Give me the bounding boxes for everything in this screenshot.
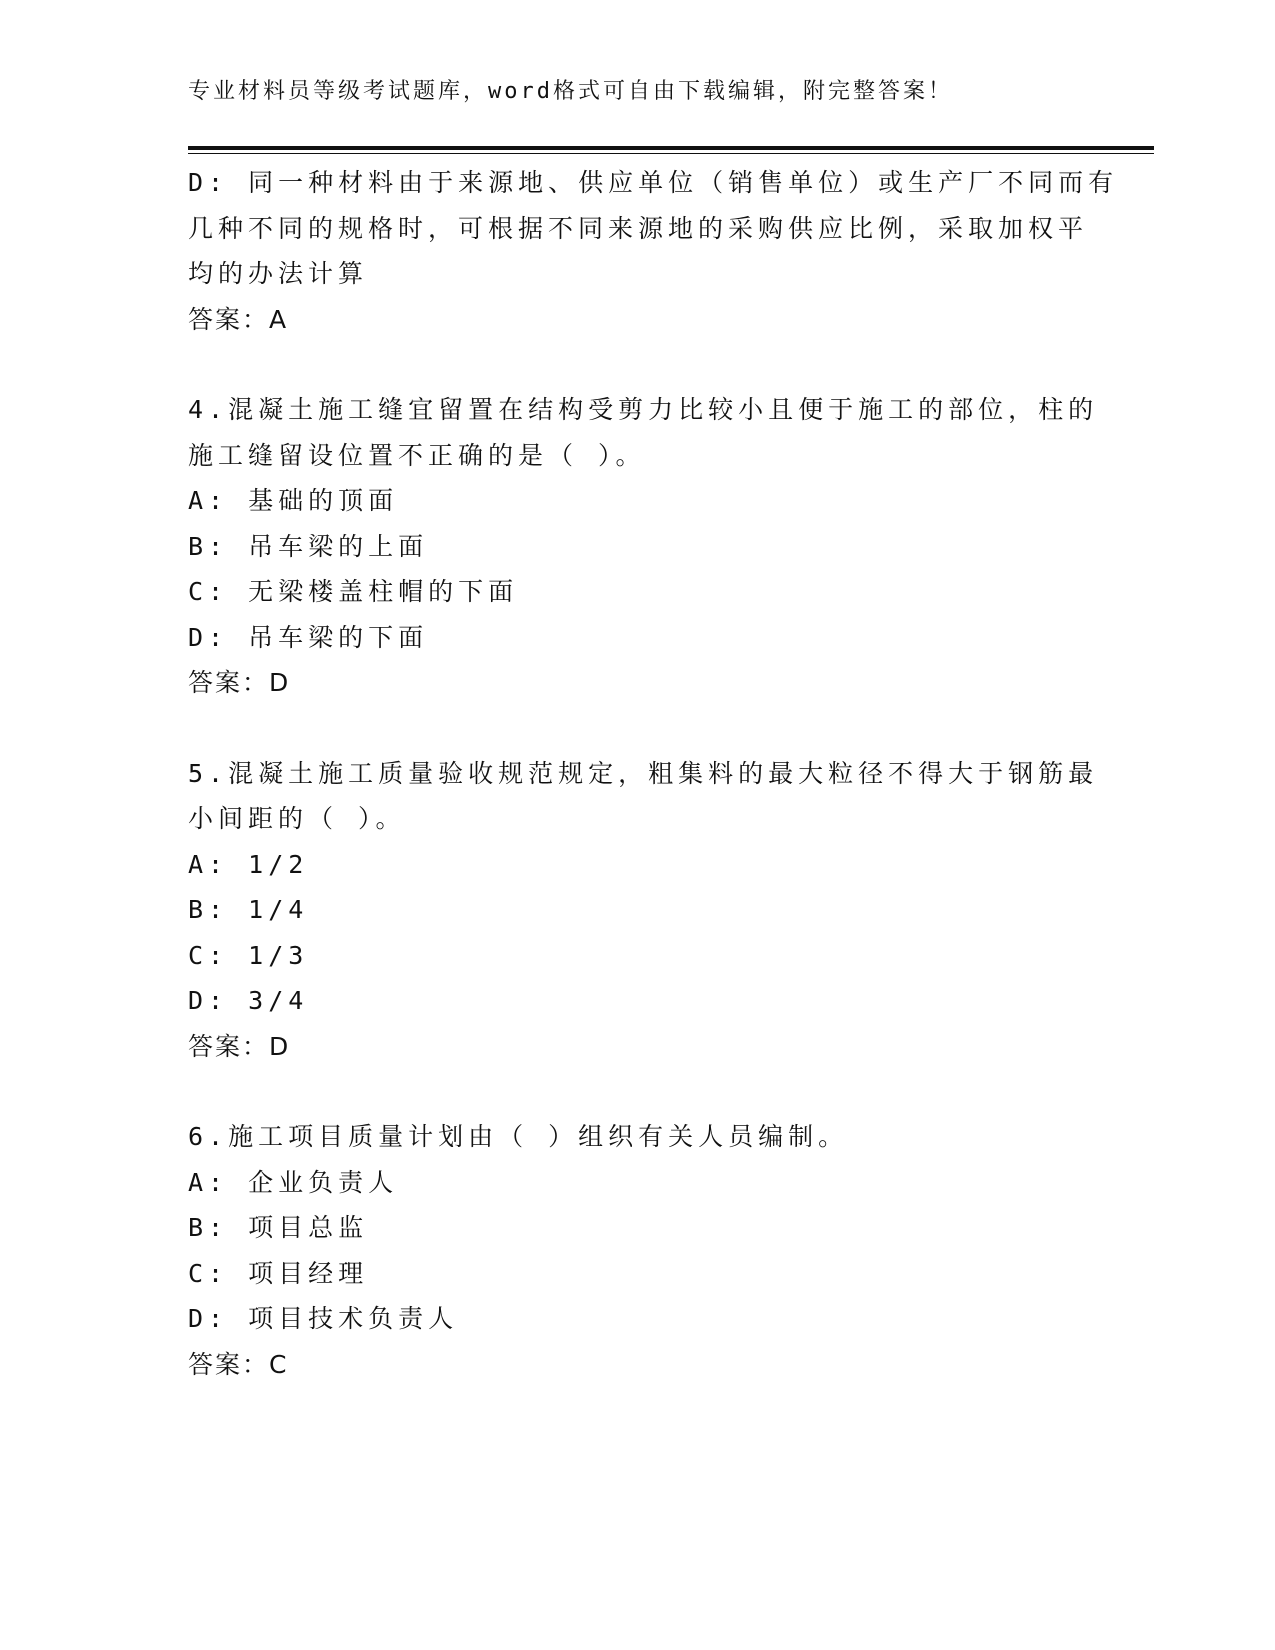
- option-c: C: 项目经理: [188, 1258, 369, 1288]
- option-a: A: 基础的顶面: [188, 486, 399, 515]
- question-4: [188, 387, 1099, 706]
- option-d: D: 3/4: [188, 986, 309, 1015]
- answer-line: 答案：D: [188, 668, 291, 697]
- option-b: B: 1/4: [188, 895, 309, 924]
- page-header: 专业材料员等级考试题库，word格式可自由下载编辑，附完整答案！: [188, 79, 953, 104]
- answer-line: 答案：A: [188, 304, 289, 334]
- option-line: 几种不同的规格时，可根据不同来源地的采购供应比例，采取加权平: [188, 213, 1089, 243]
- header-rule-thin: [188, 153, 1154, 154]
- answer-line: 答案：C: [188, 1349, 289, 1379]
- question-stem: 5.混凝土施工质量验收规范规定，粗集料的最大粒径不得大于钢筋最: [188, 758, 1099, 788]
- option-b: B: 吊车梁的上面: [188, 531, 429, 561]
- question-content: [188, 160, 1119, 1387]
- header-rule-thick: [188, 146, 1154, 150]
- option-line: D: 同一种材料由于来源地、供应单位（销售单位）或生产厂不同而有: [188, 168, 1119, 197]
- question-stem: 小间距的（ ）。: [188, 804, 406, 833]
- option-b: B: 项目总监: [188, 1213, 369, 1242]
- question-stem: 4.混凝土施工缝宜留置在结构受剪力比较小且便于施工的部位，柱的: [188, 395, 1099, 424]
- option-d: D: 项目技术负责人: [188, 1304, 459, 1333]
- option-a: A: 1/2: [188, 849, 309, 879]
- question-5: [188, 751, 1099, 1070]
- prev-question: [188, 160, 1119, 342]
- option-d: D: 吊车梁的下面: [188, 622, 429, 652]
- question-stem: 施工缝留设位置不正确的是（ ）。: [188, 440, 646, 470]
- answer-line: 答案：D: [188, 1031, 291, 1061]
- option-c: C: 无梁楼盖柱帽的下面: [188, 577, 519, 606]
- option-line: 均的办法计算: [188, 259, 369, 288]
- option-c: C: 1/3: [188, 940, 309, 970]
- question-6: [188, 1114, 1088, 1387]
- question-stem: 6.施工项目质量计划由（ ）组织有关人员编制。: [188, 1122, 849, 1151]
- option-a: A: 企业负责人: [188, 1167, 399, 1197]
